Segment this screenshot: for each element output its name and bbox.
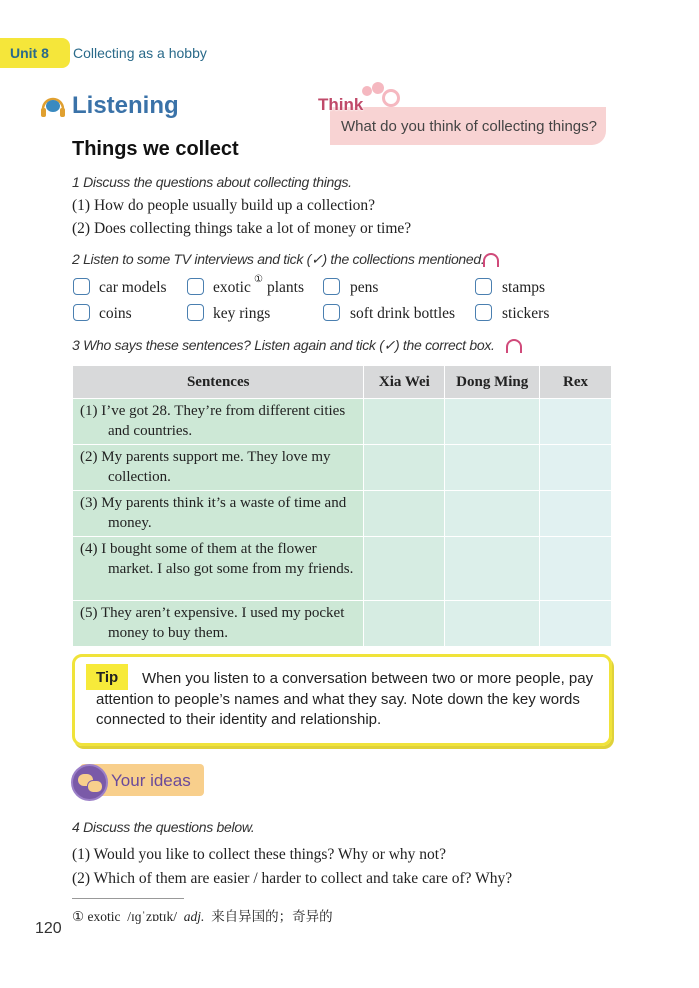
table-row: [73, 399, 612, 445]
your-ideas-label: Your ideas: [111, 771, 191, 790]
page-number: 120: [35, 920, 62, 937]
sentence: (1) I’ve got 28. They’re from different cities and countries.: [73, 399, 364, 445]
footnote-word: exotic: [87, 909, 121, 924]
footnote-phonetic: /ɪɡˈzɒtɪk/: [127, 909, 178, 924]
tick-cell[interactable]: [364, 537, 445, 601]
checkbox-exotic-plants[interactable]: [187, 278, 204, 295]
option-label: soft drink bottles: [350, 305, 456, 322]
option-label: pens: [350, 279, 379, 296]
q3-instruction: 3 Who says these sentences? Listen again and tick (✓) the correct box.: [72, 337, 495, 353]
think-question: What do you think of collecting things?: [341, 118, 597, 135]
checkbox-key-rings[interactable]: [187, 304, 204, 321]
header-sentences: Sentences: [73, 366, 364, 399]
option-label: stamps: [502, 279, 546, 296]
option-label: plants: [267, 279, 305, 296]
table-row: [73, 491, 612, 537]
checkbox-car-models[interactable]: [73, 278, 90, 295]
tick-cell[interactable]: [364, 601, 445, 647]
tick-cell[interactable]: [445, 399, 540, 445]
q1-item: (2) Does collecting things take a lot of money or time?: [72, 220, 412, 237]
tick-cell[interactable]: [364, 491, 445, 537]
table-row: [73, 537, 612, 601]
unit-number: Unit 8: [10, 45, 49, 61]
tick-cell[interactable]: [540, 445, 612, 491]
q4-item: (2) Which of them are easier / harder to collect and take care of? Why?: [72, 870, 513, 887]
q4-instruction: 4 Discuss the questions below.: [72, 819, 255, 835]
header-xia-wei: Xia Wei: [364, 366, 445, 399]
tick-cell[interactable]: [445, 601, 540, 647]
footnote-mark: ①: [254, 274, 263, 285]
decor-dot: [362, 86, 372, 96]
checkbox-pens[interactable]: [323, 278, 340, 295]
sentence: (5) They aren’t expensive. I used my pocket money to buy them.: [73, 601, 364, 647]
unit-title: Collecting as a hobby: [73, 45, 207, 61]
checkbox-stamps[interactable]: [475, 278, 492, 295]
checkbox-stickers[interactable]: [475, 304, 492, 321]
table-row: [73, 601, 612, 647]
q4-item: (1) Would you like to collect these things? Why or why not?: [72, 846, 446, 863]
sentence: (2) My parents support me. They love my collection.: [73, 445, 364, 491]
speech-bubbles-icon: [71, 764, 108, 801]
tick-cell[interactable]: [445, 445, 540, 491]
tick-cell[interactable]: [540, 491, 612, 537]
tip-text: When you listen to a conversation between two or more people, pay attention to people’s names and what they say. Note down the key words connected to their identity and relationship.: [96, 670, 594, 728]
footnote: [72, 905, 333, 925]
table-row: [73, 445, 612, 491]
headphones-icon: [40, 93, 66, 119]
tick-cell[interactable]: [540, 399, 612, 445]
tick-cell[interactable]: [445, 491, 540, 537]
option-label: car models: [99, 279, 167, 296]
tip-label: Tip: [86, 664, 128, 690]
decor-dot: [372, 82, 384, 94]
tick-cell[interactable]: [540, 601, 612, 647]
option-label: exotic: [213, 279, 251, 296]
tick-cell[interactable]: [445, 537, 540, 601]
header-rex: Rex: [540, 366, 612, 399]
footnote-rule: [72, 898, 184, 899]
q1-instruction: 1 Discuss the questions about collecting things.: [72, 174, 352, 190]
checkbox-soft-drink-bottles[interactable]: [323, 304, 340, 321]
answer-table: [72, 365, 612, 647]
section-title: Listening: [72, 92, 179, 119]
headphones-icon: [483, 253, 499, 267]
q2-instruction: 2 Listen to some TV interviews and tick (✓) the collections mentioned.: [72, 251, 485, 267]
table-header: [73, 366, 612, 399]
sentence: (4) I bought some of them at the flower market. I also got some from my friends.: [73, 537, 364, 601]
section-subtitle: Things we collect: [72, 138, 239, 160]
q1-item: (1) How do people usually build up a collection?: [72, 197, 376, 214]
checkbox-coins[interactable]: [73, 304, 90, 321]
headphones-icon: [506, 339, 522, 353]
think-label: Think: [318, 95, 364, 114]
decor-ring: [382, 89, 400, 107]
option-label: stickers: [502, 305, 550, 322]
header-dong-ming: Dong Ming: [445, 366, 540, 399]
option-label: coins: [99, 305, 132, 322]
tick-cell[interactable]: [540, 537, 612, 601]
footnote-meaning: 来自异国的；奇异的: [211, 909, 333, 924]
sentence: (3) My parents think it’s a waste of time and money.: [73, 491, 364, 537]
tick-cell[interactable]: [364, 445, 445, 491]
footnote-pos: adj.: [183, 909, 205, 924]
tick-cell[interactable]: [364, 399, 445, 445]
option-label: key rings: [213, 305, 271, 322]
footnote-mark: ①: [72, 909, 85, 924]
